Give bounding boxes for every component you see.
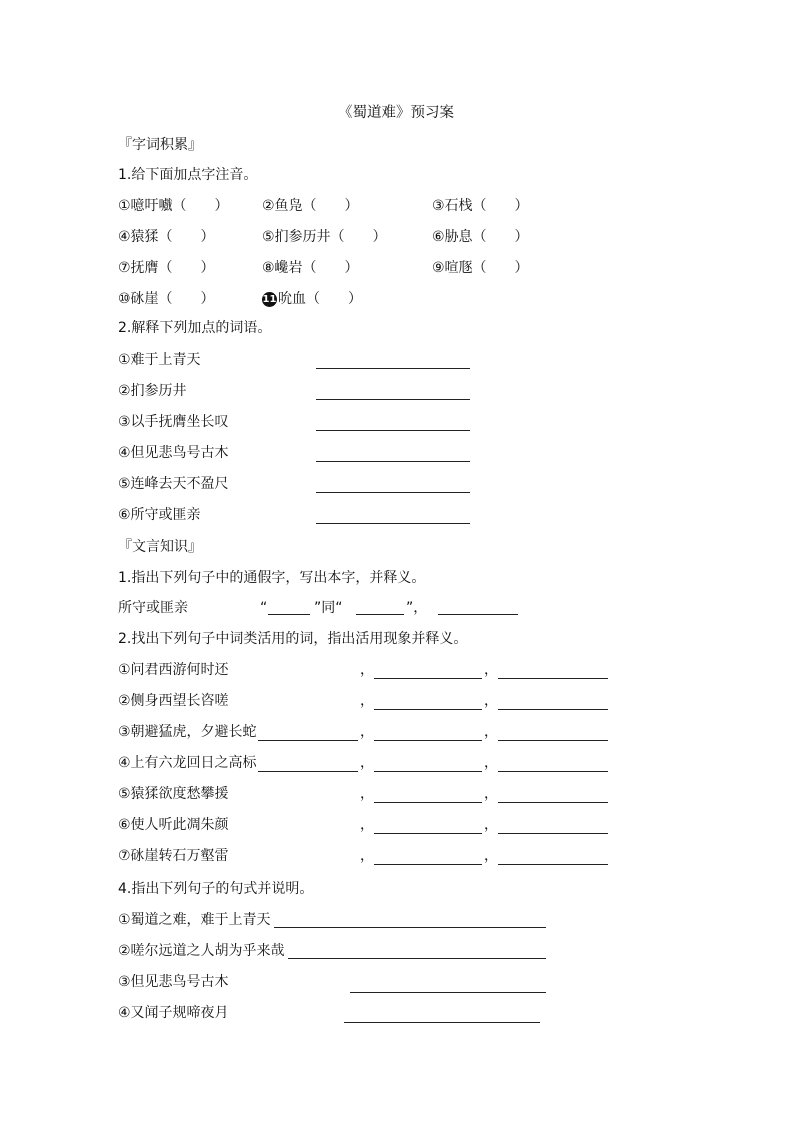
answer-blank[interactable] <box>374 740 482 741</box>
answer-blank[interactable] <box>498 864 608 865</box>
comma: ， <box>484 724 498 740</box>
sentence-item: ④又闻子规啼夜月 <box>118 1005 229 1021</box>
answer-blank[interactable] <box>374 709 482 710</box>
answer-blank[interactable] <box>258 740 358 741</box>
answer-blank[interactable] <box>316 461 470 462</box>
answer-blank[interactable] <box>274 927 546 928</box>
comma: ， <box>360 662 374 678</box>
sentence-item: ②嗟尔远道之人胡为乎来哉 <box>118 943 285 959</box>
answer-blank[interactable] <box>498 678 608 679</box>
comma: ， <box>360 848 374 864</box>
quote-close: ”， <box>406 600 428 616</box>
answer-blank[interactable] <box>316 523 470 524</box>
answer-blank[interactable] <box>374 802 482 803</box>
pinyin-item: ⑤扪参历井（ ） <box>262 229 387 245</box>
explain-item: ⑥所守或匪亲 <box>118 507 201 523</box>
pinyin-item: ⑧巉岩（ ） <box>262 260 359 276</box>
tongjia-sentence: 所守或匪亲 <box>118 600 188 616</box>
pinyin-item: ⑥胁息（ ） <box>432 229 529 245</box>
answer-blank[interactable] <box>498 771 608 772</box>
pinyin-item: ⑨喧豗（ ） <box>432 260 529 276</box>
comma: ， <box>360 693 374 709</box>
question-prompt: 4.指出下列句子的句式并说明。 <box>118 881 314 897</box>
answer-blank[interactable] <box>316 399 470 400</box>
answer-blank[interactable] <box>498 833 608 834</box>
usage-item: ⑥使人听此凋朱颜 <box>118 817 229 833</box>
sentence-item: ③但见悲鸟号古木 <box>118 974 229 990</box>
explain-item: ③以手抚膺坐长叹 <box>118 414 229 430</box>
answer-blank[interactable] <box>316 492 470 493</box>
pinyin-item: ⑩砯崖（ ） <box>118 291 215 307</box>
circled-number-11: 11 <box>262 294 277 305</box>
answer-blank[interactable] <box>374 833 482 834</box>
tongjia-same-as: ”同“ <box>314 600 343 616</box>
answer-blank[interactable] <box>498 740 608 741</box>
usage-item: ②侧身西望长咨嗟 <box>118 693 229 709</box>
answer-blank[interactable] <box>374 864 482 865</box>
answer-blank[interactable] <box>498 802 608 803</box>
answer-blank[interactable] <box>438 614 518 615</box>
comma: ， <box>484 817 498 833</box>
comma: ， <box>360 817 374 833</box>
answer-blank[interactable] <box>288 958 546 959</box>
question-prompt: 1.指出下列句子中的通假字，写出本字，并释义。 <box>118 570 426 586</box>
comma: ， <box>484 693 498 709</box>
pinyin-item-text: 吮血（ ） <box>278 291 362 307</box>
usage-item: ⑦砯崖转石万壑雷 <box>118 848 229 864</box>
quote-open: “ <box>260 600 268 616</box>
comma: ， <box>360 755 374 771</box>
answer-blank[interactable] <box>374 678 482 679</box>
usage-item: ⑤猿猱欲度愁攀援 <box>118 786 229 802</box>
pinyin-item-11 <box>262 292 362 307</box>
question-prompt: 2.解释下列加点的词语。 <box>118 320 272 336</box>
explain-item: ①难于上青天 <box>118 352 201 368</box>
comma: ， <box>360 786 374 802</box>
question-prompt: 1.给下面加点字注音。 <box>118 167 258 183</box>
answer-blank[interactable] <box>258 771 358 772</box>
sentence-item: ①蜀道之难，难于上青天 <box>118 912 271 928</box>
explain-item: ②扪参历井 <box>118 383 187 399</box>
question-prompt: 2.找出下列句子中词类活用的词，指出活用现象并释义。 <box>118 631 468 647</box>
comma: ， <box>484 786 498 802</box>
pinyin-item: ②鱼凫（ ） <box>262 198 359 214</box>
pinyin-item: ④猿猱（ ） <box>118 229 215 245</box>
comma: ， <box>484 755 498 771</box>
pinyin-item: ③石栈（ ） <box>432 198 529 214</box>
comma: ， <box>484 662 498 678</box>
usage-item: ④上有六龙回日之高标 <box>118 755 257 771</box>
pinyin-item: ①噫吁嚱（ ） <box>118 198 229 214</box>
answer-blank[interactable] <box>268 614 310 615</box>
explain-item: ④但见悲鸟号古木 <box>118 445 229 461</box>
page-title: 《蜀道难》预习案 <box>338 105 454 121</box>
usage-item: ①问君西游何时还 <box>118 662 229 678</box>
explain-item: ⑤连峰去天不盈尺 <box>118 476 229 492</box>
answer-blank[interactable] <box>498 709 608 710</box>
usage-item: ③朝避猛虎，夕避长蛇 <box>118 724 257 740</box>
comma: ， <box>484 848 498 864</box>
answer-blank[interactable] <box>316 430 470 431</box>
answer-blank[interactable] <box>356 614 404 615</box>
answer-blank[interactable] <box>350 992 546 993</box>
comma: ， <box>360 724 374 740</box>
answer-blank[interactable] <box>316 368 470 369</box>
section-heading-vocab: 『字词积累』 <box>118 137 202 153</box>
pinyin-item: ⑦抚膺（ ） <box>118 260 215 276</box>
section-heading-classical: 『文言知识』 <box>118 539 202 555</box>
answer-blank[interactable] <box>374 771 482 772</box>
answer-blank[interactable] <box>344 1022 540 1023</box>
